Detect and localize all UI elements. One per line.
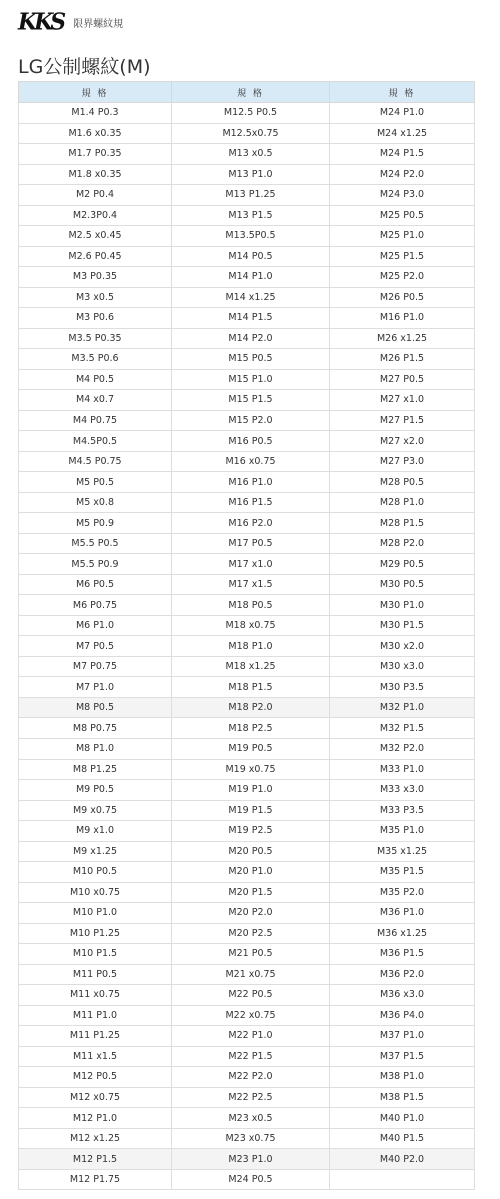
table-cell: M11 P0.5 <box>19 964 172 985</box>
table-cell: M13.5P0.5 <box>172 226 330 247</box>
table-cell: M23 P1.0 <box>172 1149 330 1170</box>
table-cell: M37 P1.5 <box>330 1046 475 1067</box>
table-cell: M27 x2.0 <box>330 431 475 452</box>
table-cell: M11 P1.0 <box>19 1005 172 1026</box>
table-cell: M2.6 P0.45 <box>19 246 172 267</box>
table-cell: M24 P0.5 <box>172 1169 330 1190</box>
table-row <box>19 923 475 944</box>
table-cell: M38 P1.0 <box>330 1067 475 1088</box>
table-cell: M22 P0.5 <box>172 985 330 1006</box>
table-cell: M3 P0.35 <box>19 267 172 288</box>
column-header: 規 格 <box>330 82 475 103</box>
page-title: LG公制螺紋(M) <box>18 56 151 78</box>
table-cell: M18 P1.0 <box>172 636 330 657</box>
thread-spec-table <box>18 81 475 1190</box>
table-cell: M7 P0.75 <box>19 656 172 677</box>
table-cell: M5.5 P0.5 <box>19 533 172 554</box>
table-row <box>19 492 475 513</box>
table-row <box>19 287 475 308</box>
table-cell: M40 P1.0 <box>330 1108 475 1129</box>
table-row <box>19 944 475 965</box>
table-cell: M16 P0.5 <box>172 431 330 452</box>
table-cell: M2.3P0.4 <box>19 205 172 226</box>
table-cell: M40 P1.5 <box>330 1128 475 1149</box>
table-cell: M7 P1.0 <box>19 677 172 698</box>
table-row <box>19 205 475 226</box>
table-cell: M15 P1.0 <box>172 369 330 390</box>
table-cell: M16 P1.0 <box>330 308 475 329</box>
table-cell: M28 P0.5 <box>330 472 475 493</box>
table-cell: M23 x0.5 <box>172 1108 330 1129</box>
table-cell: M22 P1.5 <box>172 1046 330 1067</box>
table-cell: M13 P1.5 <box>172 205 330 226</box>
table-cell: M20 P2.0 <box>172 903 330 924</box>
table-cell: M22 P2.5 <box>172 1087 330 1108</box>
table-cell: M36 x1.25 <box>330 923 475 944</box>
table-cell: M35 x1.25 <box>330 841 475 862</box>
table-row <box>19 677 475 698</box>
table-cell: M28 P1.5 <box>330 513 475 534</box>
table-cell: M5 P0.5 <box>19 472 172 493</box>
table-cell: M3 x0.5 <box>19 287 172 308</box>
table-row <box>19 267 475 288</box>
table-row <box>19 759 475 780</box>
table-cell: M19 P1.0 <box>172 780 330 801</box>
table-row <box>19 226 475 247</box>
table-cell: M12 x1.25 <box>19 1128 172 1149</box>
table-cell: M10 P0.5 <box>19 862 172 883</box>
table-row <box>19 451 475 472</box>
table-cell: M13 P1.25 <box>172 185 330 206</box>
table-row <box>19 841 475 862</box>
table-cell: M22 P1.0 <box>172 1026 330 1047</box>
table-cell: M30 P0.5 <box>330 574 475 595</box>
table-cell: M13 x0.5 <box>172 144 330 165</box>
table-row <box>19 144 475 165</box>
table-cell: M33 x3.0 <box>330 780 475 801</box>
table-row <box>19 656 475 677</box>
table-row <box>19 800 475 821</box>
table-cell: M36 P1.0 <box>330 903 475 924</box>
table-cell: M16 P2.0 <box>172 513 330 534</box>
table-row <box>19 1149 475 1170</box>
table-cell: M12.5 P0.5 <box>172 103 330 124</box>
table-row <box>19 862 475 883</box>
table-cell: M19 P1.5 <box>172 800 330 821</box>
table-cell: M15 P1.5 <box>172 390 330 411</box>
table-cell: M32 P1.0 <box>330 697 475 718</box>
table-cell: M15 P2.0 <box>172 410 330 431</box>
table-cell: M35 P1.0 <box>330 821 475 842</box>
table-cell: M18 P0.5 <box>172 595 330 616</box>
table-cell: M40 P2.0 <box>330 1149 475 1170</box>
brand-name: 限界螺紋規 <box>73 18 124 30</box>
table-cell: M12 x0.75 <box>19 1087 172 1108</box>
table-cell: M4.5P0.5 <box>19 431 172 452</box>
table-cell: M14 P0.5 <box>172 246 330 267</box>
table-row <box>19 349 475 370</box>
table-cell: M1.8 x0.35 <box>19 164 172 185</box>
table-cell: M24 P2.0 <box>330 164 475 185</box>
table-cell: M24 x1.25 <box>330 123 475 144</box>
table-cell: M14 P1.5 <box>172 308 330 329</box>
table-row <box>19 328 475 349</box>
table-cell: M17 x1.5 <box>172 574 330 595</box>
site-header <box>18 8 123 36</box>
column-header: 規 格 <box>19 82 172 103</box>
table-cell: M11 x1.5 <box>19 1046 172 1067</box>
table-row <box>19 1026 475 1047</box>
table-row <box>19 513 475 534</box>
table-cell: M7 P0.5 <box>19 636 172 657</box>
table-cell: M3.5 P0.6 <box>19 349 172 370</box>
table-cell: M13 P1.0 <box>172 164 330 185</box>
table-row <box>19 615 475 636</box>
table-cell: M12 P1.75 <box>19 1169 172 1190</box>
table-row <box>19 164 475 185</box>
table-cell: M15 P0.5 <box>172 349 330 370</box>
table-header-row <box>19 82 475 103</box>
table-cell: M12.5x0.75 <box>172 123 330 144</box>
table-row <box>19 1108 475 1129</box>
table-cell: M35 P1.5 <box>330 862 475 883</box>
table-cell: M25 P1.5 <box>330 246 475 267</box>
column-header: 規 格 <box>172 82 330 103</box>
table-cell: M16 P1.5 <box>172 492 330 513</box>
table-row <box>19 1169 475 1190</box>
table-cell: M36 P4.0 <box>330 1005 475 1026</box>
table-cell: M30 P1.0 <box>330 595 475 616</box>
table-cell: M8 P1.25 <box>19 759 172 780</box>
table-row <box>19 410 475 431</box>
table-cell: M10 x0.75 <box>19 882 172 903</box>
table-cell: M25 P0.5 <box>330 205 475 226</box>
table-cell: M22 x0.75 <box>172 1005 330 1026</box>
table-cell: M2.5 x0.45 <box>19 226 172 247</box>
table-cell: M21 x0.75 <box>172 964 330 985</box>
table-cell: M17 x1.0 <box>172 554 330 575</box>
table-row <box>19 964 475 985</box>
table-cell: M38 P1.5 <box>330 1087 475 1108</box>
table-cell: M2 P0.4 <box>19 185 172 206</box>
table-row <box>19 103 475 124</box>
table-cell: M24 P1.5 <box>330 144 475 165</box>
table-row <box>19 308 475 329</box>
table-cell <box>330 1169 475 1190</box>
table-cell: M36 P2.0 <box>330 964 475 985</box>
table-row <box>19 903 475 924</box>
table-cell: M10 P1.25 <box>19 923 172 944</box>
table-cell: M19 P0.5 <box>172 738 330 759</box>
table-header <box>19 82 475 103</box>
table-cell: M20 P0.5 <box>172 841 330 862</box>
table-cell: M4 P0.75 <box>19 410 172 431</box>
table-row <box>19 185 475 206</box>
table-cell: M30 x2.0 <box>330 636 475 657</box>
table-cell: M26 P1.5 <box>330 349 475 370</box>
table-cell: M5 P0.9 <box>19 513 172 534</box>
table-cell: M4 P0.5 <box>19 369 172 390</box>
table-cell: M19 P2.5 <box>172 821 330 842</box>
table-cell: M30 x3.0 <box>330 656 475 677</box>
table-cell: M27 P3.0 <box>330 451 475 472</box>
table-cell: M9 P0.5 <box>19 780 172 801</box>
table-cell: M33 P3.5 <box>330 800 475 821</box>
table-cell: M24 P1.0 <box>330 103 475 124</box>
table-cell: M23 x0.75 <box>172 1128 330 1149</box>
table-row <box>19 697 475 718</box>
table-row <box>19 985 475 1006</box>
table-row <box>19 821 475 842</box>
table-cell: M27 x1.0 <box>330 390 475 411</box>
table-row <box>19 595 475 616</box>
table-cell: M3 P0.6 <box>19 308 172 329</box>
table-cell: M36 x3.0 <box>330 985 475 1006</box>
table-cell: M35 P2.0 <box>330 882 475 903</box>
table-cell: M26 P0.5 <box>330 287 475 308</box>
table-cell: M37 P1.0 <box>330 1026 475 1047</box>
table-cell: M20 P1.0 <box>172 862 330 883</box>
table-cell: M16 P1.0 <box>172 472 330 493</box>
table-cell: M26 x1.25 <box>330 328 475 349</box>
table-cell: M18 P2.0 <box>172 697 330 718</box>
table-cell: M12 P0.5 <box>19 1067 172 1088</box>
table-cell: M4.5 P0.75 <box>19 451 172 472</box>
table-cell: M22 P2.0 <box>172 1067 330 1088</box>
table-row <box>19 636 475 657</box>
table-row <box>19 390 475 411</box>
table-cell: M14 x1.25 <box>172 287 330 308</box>
table-row <box>19 780 475 801</box>
table-cell: M18 P2.5 <box>172 718 330 739</box>
table-cell: M21 P0.5 <box>172 944 330 965</box>
table-cell: M17 P0.5 <box>172 533 330 554</box>
table-row <box>19 123 475 144</box>
table-row <box>19 1005 475 1026</box>
table-cell: M25 P2.0 <box>330 267 475 288</box>
table-cell: M24 P3.0 <box>330 185 475 206</box>
thread-spec-table-container <box>18 81 474 1190</box>
table-cell: M11 P1.25 <box>19 1026 172 1047</box>
table-cell: M12 P1.5 <box>19 1149 172 1170</box>
table-cell: M8 P1.0 <box>19 738 172 759</box>
table-cell: M9 x1.0 <box>19 821 172 842</box>
table-row <box>19 369 475 390</box>
table-cell: M6 P1.0 <box>19 615 172 636</box>
table-row <box>19 1046 475 1067</box>
table-cell: M30 P3.5 <box>330 677 475 698</box>
table-row <box>19 246 475 267</box>
kks-logo[interactable]: KKS <box>18 8 64 36</box>
table-cell: M5 x0.8 <box>19 492 172 513</box>
table-cell: M1.4 P0.3 <box>19 103 172 124</box>
table-cell: M16 x0.75 <box>172 451 330 472</box>
table-cell: M10 P1.0 <box>19 903 172 924</box>
table-cell: M14 P2.0 <box>172 328 330 349</box>
table-cell: M6 P0.5 <box>19 574 172 595</box>
table-cell: M1.7 P0.35 <box>19 144 172 165</box>
table-row <box>19 1128 475 1149</box>
table-cell: M28 P2.0 <box>330 533 475 554</box>
table-cell: M28 P1.0 <box>330 492 475 513</box>
table-cell: M10 P1.5 <box>19 944 172 965</box>
table-cell: M8 P0.5 <box>19 697 172 718</box>
table-cell: M9 x0.75 <box>19 800 172 821</box>
table-row <box>19 882 475 903</box>
table-row <box>19 1067 475 1088</box>
table-cell: M27 P1.5 <box>330 410 475 431</box>
table-cell: M18 x0.75 <box>172 615 330 636</box>
table-row <box>19 1087 475 1108</box>
table-cell: M1.6 x0.35 <box>19 123 172 144</box>
table-cell: M18 P1.5 <box>172 677 330 698</box>
table-cell: M32 P2.0 <box>330 738 475 759</box>
table-cell: M20 P2.5 <box>172 923 330 944</box>
table-row <box>19 472 475 493</box>
table-cell: M30 P1.5 <box>330 615 475 636</box>
table-cell: M6 P0.75 <box>19 595 172 616</box>
table-cell: M18 x1.25 <box>172 656 330 677</box>
table-cell: M19 x0.75 <box>172 759 330 780</box>
table-cell: M5.5 P0.9 <box>19 554 172 575</box>
table-row <box>19 431 475 452</box>
table-row <box>19 554 475 575</box>
table-cell: M9 x1.25 <box>19 841 172 862</box>
table-row <box>19 574 475 595</box>
table-cell: M29 P0.5 <box>330 554 475 575</box>
table-cell: M11 x0.75 <box>19 985 172 1006</box>
table-cell: M32 P1.5 <box>330 718 475 739</box>
table-cell: M20 P1.5 <box>172 882 330 903</box>
table-cell: M12 P1.0 <box>19 1108 172 1129</box>
table-row <box>19 738 475 759</box>
table-cell: M14 P1.0 <box>172 267 330 288</box>
table-cell: M8 P0.75 <box>19 718 172 739</box>
table-cell: M25 P1.0 <box>330 226 475 247</box>
table-row <box>19 533 475 554</box>
table-row <box>19 718 475 739</box>
table-body <box>19 103 475 1190</box>
table-cell: M27 P0.5 <box>330 369 475 390</box>
table-cell: M3.5 P0.35 <box>19 328 172 349</box>
table-cell: M36 P1.5 <box>330 944 475 965</box>
table-cell: M33 P1.0 <box>330 759 475 780</box>
table-cell: M4 x0.7 <box>19 390 172 411</box>
